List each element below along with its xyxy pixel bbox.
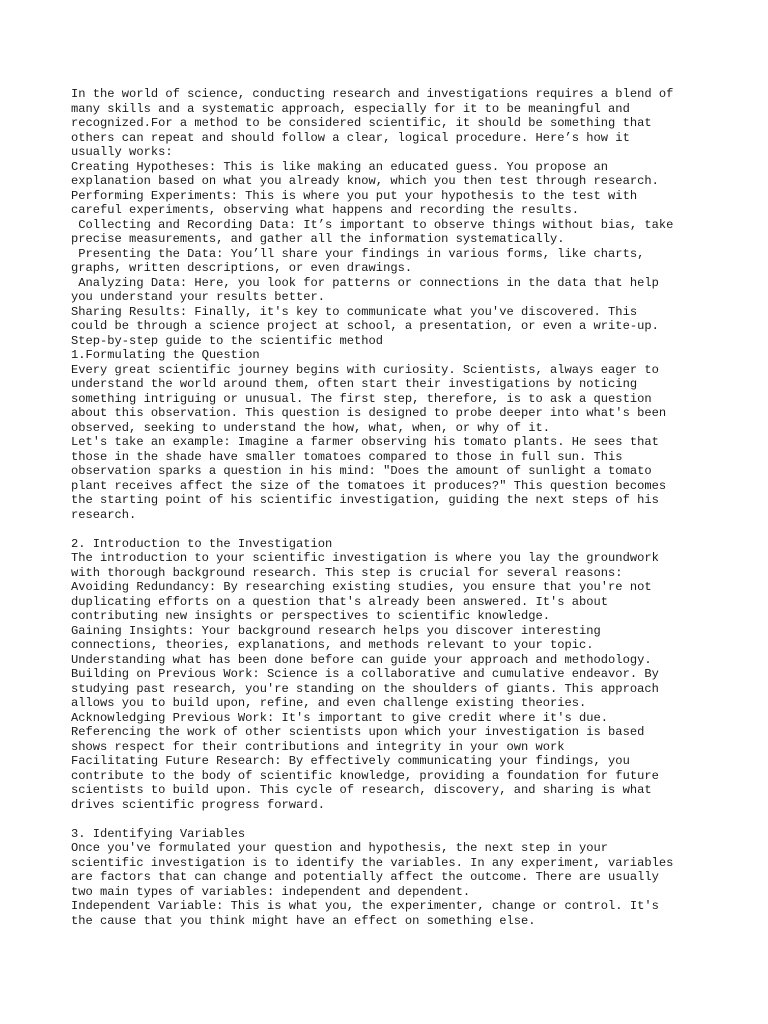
document-text-line: Sharing Results: Finally, it's key to communicate what you've discovered. This: [71, 304, 638, 319]
document-text-line: those in the shade have smaller tomatoes compared to those in full sun. This: [71, 449, 623, 464]
document-text-line: shows respect for their contributions and integrity in your own work: [71, 739, 565, 754]
document-text-line: 1.Formulating the Question: [71, 348, 260, 362]
document-text-line: careful experiments, observing what happens and recording the results.: [71, 203, 580, 217]
document-text-line: Facilitating Future Research: By effectively communicating your findings, you: [71, 754, 630, 768]
document-text-line: studying past research, you're standing on the shoulders of giants. This approach: [71, 681, 659, 696]
document-text-line: recognized.For a method to be considered scientific, it should be something that: [71, 116, 652, 130]
document-text-line: Performing Experiments: This is where you put your hypothesis to the test with: [71, 188, 638, 203]
document-text-line: the starting point of his scientific investigation, guiding the next steps of his: [71, 493, 659, 507]
document-text-line: are factors that can change and potentially affect the outcome. There are usually: [71, 870, 659, 884]
document-text-line: contributing new insights or perspectives to scientific knowledge.: [71, 609, 550, 623]
document-text-line: something intriguing or unusual. The first step, therefore, is to ask a question: [71, 391, 652, 406]
document-text-line: could be through a science project at school, a presentation, or even a write-up.: [71, 319, 659, 333]
document-text-line: Building on Previous Work: Science is a collaborative and cumulative endeavor. By: [71, 667, 659, 681]
document-text-line: connections, theories, explanations, and methods relevant to your topic.: [71, 638, 594, 652]
document-text-line: drives scientific progress forward.: [71, 797, 326, 812]
document-text-line: explanation based on what you already know, which you then test through research.: [71, 174, 659, 188]
document-text-line: duplicating efforts on a question that's already been answered. It's about: [71, 594, 609, 609]
document-text-line: two main types of variables: independent and dependent.: [71, 884, 471, 899]
document-text-line: Analyzing Data: Here, you look for patterns or connections in the data that help: [71, 275, 659, 290]
document-text-line: contribute to the body of scientific knowledge, providing a foundation for future: [71, 768, 659, 783]
document-text-line: with thorough background research. This step is crucial for several reasons:: [71, 565, 623, 580]
document-text-line: understand the world around them, often start their investigations by noticing: [71, 377, 638, 391]
document-text-line: [71, 522, 711, 537]
document-text-line: Let's take an example: Imagine a farmer observing his tomato plants. He sees that: [71, 435, 659, 449]
document-text-line: Step-by-step guide to the scientific method: [71, 333, 384, 348]
document-page: [71, 87, 711, 928]
document-text-line: Independent Variable: This is what you, the experimenter, change or control. It's: [71, 899, 659, 913]
document-text-line: you understand your results better.: [71, 290, 326, 304]
document-text-line: observed, seeking to understand the how, what, when, or why of it.: [71, 420, 550, 435]
document-text-line: Every great scientific journey begins with curiosity. Scientists, always eager to: [71, 362, 659, 377]
document-text-line: plant receives affect the size of the tomatoes it produces?" This question becomes: [71, 478, 667, 493]
document-text-line: Referencing the work of other scientists upon which your investigation is based: [71, 725, 645, 739]
document-text-line: allows you to build upon, refine, and even challenge existing theories.: [71, 696, 587, 710]
document-text-line: Once you've formulated your question and hypothesis, the next step in your: [71, 841, 609, 855]
document-text-line: the cause that you think might have an effect on something else.: [71, 913, 536, 928]
document-text-line: In the world of science, conducting research and investigations requires a blend of: [71, 87, 674, 101]
document-text-line: graphs, written descriptions, or even drawings.: [71, 261, 413, 275]
document-text-line: usually works:: [71, 145, 173, 159]
document-text-line: many skills and a systematic approach, especially for it to be meaningful and: [71, 101, 630, 116]
document-text-line: others can repeat and should follow a clear, logical procedure. Here’s how it: [71, 130, 630, 145]
document-text-line: scientists to build upon. This cycle of research, discovery, and sharing is what: [71, 783, 652, 797]
document-text-line: [71, 812, 711, 827]
document-text-line: Presenting the Data: You’ll share your findings in various forms, like charts,: [71, 246, 645, 261]
document-text-line: scientific investigation is to identify the variables. In any experiment, variables: [71, 855, 674, 870]
document-text-line: about this observation. This question is designed to probe deeper into what's been: [71, 406, 667, 420]
document-text-line: Acknowledging Previous Work: It's important to give credit where it's due.: [71, 710, 609, 725]
document-text-line: observation sparks a question in his mind: "Does the amount of sunlight a tomato: [71, 464, 652, 478]
document-text-line: research.: [71, 507, 137, 522]
document-text-line: Collecting and Recording Data: It’s important to observe things without bias, take: [71, 217, 674, 232]
document-text-line: Understanding what has been done before can guide your approach and methodology.: [71, 652, 652, 667]
document-text-line: Creating Hypotheses: This is like making an educated guess. You propose an: [71, 159, 609, 174]
document-text-line: 3. Identifying Variables: [71, 826, 246, 841]
document-text-line: Gaining Insights: Your background research helps you discover interesting: [71, 623, 601, 638]
document-text-line: The introduction to your scientific investigation is where you lay the groundwork: [71, 551, 659, 565]
document-text-line: Avoiding Redundancy: By researching existing studies, you ensure that you're not: [71, 580, 652, 594]
document-text-line: precise measurements, and gather all the information systematically.: [71, 232, 565, 246]
document-text-line: 2. Introduction to the Investigation: [71, 536, 333, 551]
